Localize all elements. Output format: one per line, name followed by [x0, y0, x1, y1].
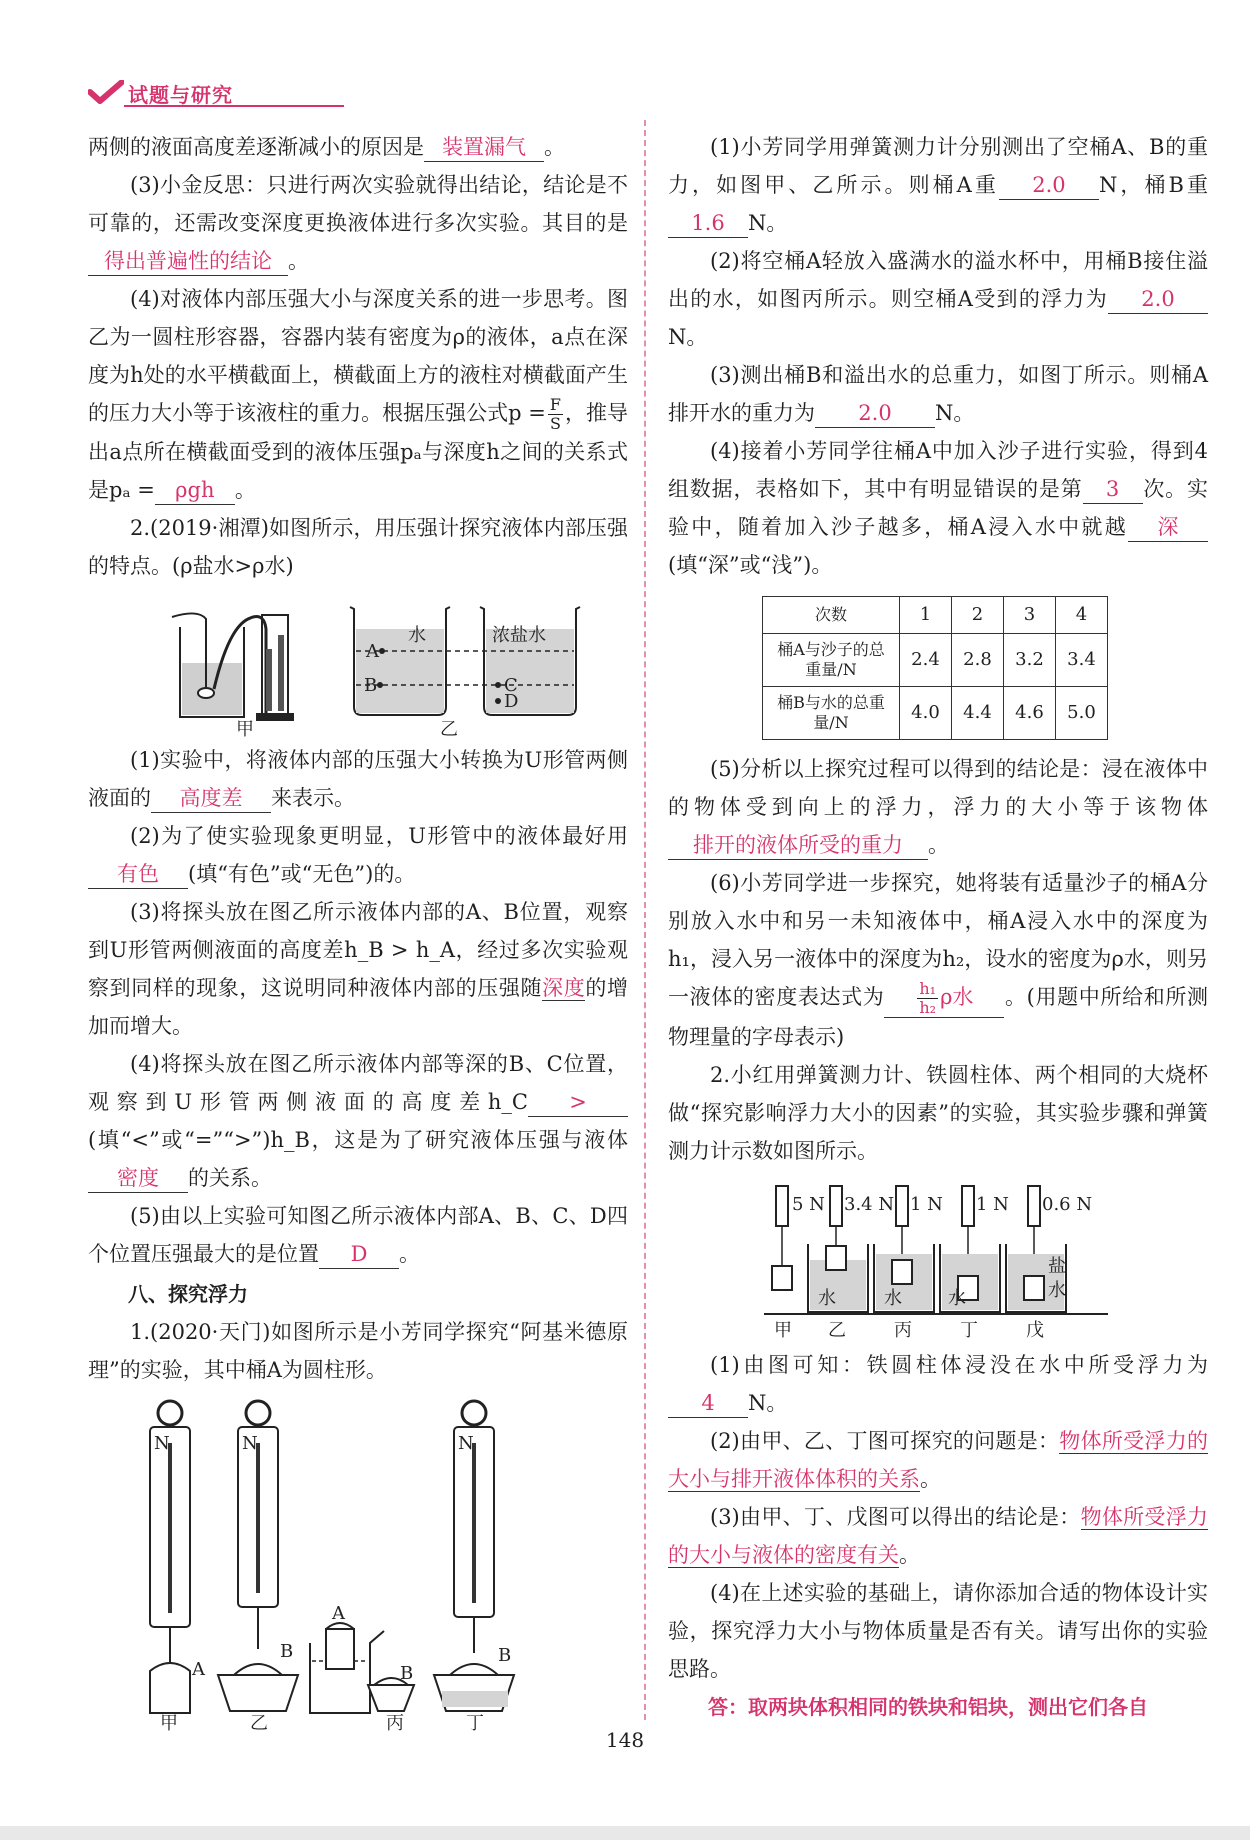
- r-question-1: (1)小芳同学用弹簧测力计分别测出了空桶A、B的重力，如图甲、乙所示。则桶A重 2.0 N，桶B重1.6 N。: [668, 128, 1208, 242]
- label-D: D: [504, 691, 519, 712]
- table-header-cell: 1: [900, 597, 952, 634]
- answer-blank: 2.0: [1108, 285, 1208, 314]
- caption-bing: 丙: [894, 1320, 912, 1341]
- answer-blank: 得出普遍性的结论: [88, 247, 288, 276]
- reading-ding: 1 N: [976, 1194, 1009, 1215]
- label-B: B: [364, 675, 378, 696]
- unit-N-ding: N: [458, 1433, 474, 1454]
- unit-N-yi: N: [242, 1433, 258, 1454]
- answer-blank: 1.6: [668, 209, 748, 238]
- r-problem-2-intro: 2.小红用弹簧测力计、铁圆柱体、两个相同的大烧杯做“探究影响浮力大小的因素”的实验，其实验步骤和弹簧测力计示数如图所示。: [668, 1063, 1208, 1163]
- table-header-cell: 2: [952, 597, 1004, 634]
- answer-blank: 有色: [88, 860, 188, 889]
- reading-bing: 1 N: [910, 1194, 943, 1215]
- table-cell: 2.8: [952, 634, 1004, 687]
- checkmark-icon: [88, 80, 124, 104]
- answer-blank: 3: [1083, 475, 1143, 504]
- r-question-4: (4)接着小芳同学往桶A中加入沙子进行实验，得到4组数据，表格如下，其中有明显错误的是第 3 次。实验中，随着加入沙子越多，桶A浸入水中就越 深(填“深”或“浅”)。: [668, 439, 1209, 577]
- reading-yi: 3.4 N: [844, 1194, 895, 1215]
- label-bucket-B-weigh: B: [498, 1645, 512, 1666]
- label-water: 水: [884, 1288, 902, 1309]
- answer-blank: 2.0: [999, 171, 1099, 200]
- label-bucket-A-float: A: [332, 1603, 345, 1624]
- scale-yi: [218, 1401, 298, 1711]
- answer-fraction: $\frac{\text{h₁}}{\text{h₂}}$: [919, 979, 937, 1017]
- answer-blank: 物体所受浮力的大小与液体的密度有关: [668, 1505, 1208, 1567]
- table-cell: 4.0: [900, 687, 952, 740]
- r-p2-question-1: (1)由图可知：铁圆柱体浸没在水中所受浮力为4 N。: [668, 1346, 1208, 1422]
- figure-buoyancy-steps: [668, 1174, 1208, 1342]
- label-water: 水: [948, 1288, 966, 1309]
- caption-jia: 甲: [160, 1713, 178, 1731]
- right-column: [668, 128, 1208, 1726]
- table-header-cell: 4: [1056, 597, 1108, 634]
- r-question-3: (3)测出桶B和溢出水的总重力，如图丁所示。则桶A排开水的重力为 2.0 N。: [668, 356, 1208, 432]
- footer-band: [0, 1826, 1250, 1840]
- label-water: 水: [818, 1288, 836, 1309]
- table-cell: 4.4: [952, 687, 1004, 740]
- reading-wu: 0.6 N: [1042, 1194, 1093, 1215]
- answer-blank: $\frac{\text{h₁}}{\text{h₂}}$ ρ水: [884, 980, 1004, 1018]
- header-title: 试题与研究: [128, 83, 233, 107]
- p2-question-1: (1)实验中，将液体内部的压强大小转换为U形管两侧液面的 高度差 来表示。: [88, 741, 628, 817]
- answer-blank: 物体所受浮力的大小与排开液体体积的关系: [668, 1429, 1209, 1491]
- page-number: 148: [605, 1728, 645, 1752]
- unit-N-jia: N: [154, 1433, 170, 1454]
- caption-ding: 丁: [960, 1320, 978, 1341]
- table-cell: 4.6: [1004, 687, 1056, 740]
- answer-blank: 4: [668, 1389, 748, 1418]
- table-cell: 2.4: [900, 634, 952, 687]
- label-bucket-B-catch: B: [400, 1663, 414, 1684]
- paragraph-leak: 两侧的液面高度差逐渐减小的原因是 装置漏气 。: [88, 128, 628, 166]
- answer-blank: 装置漏气: [424, 133, 544, 162]
- table-row: [763, 634, 1108, 687]
- figure-spring-scales: [88, 1393, 628, 1731]
- table-row: [763, 687, 1108, 740]
- overflow-cup-bing: [310, 1623, 414, 1713]
- answer-blank: ρgh: [155, 476, 235, 505]
- r-p2-question-3: (3)由甲、丁、戊图可以得出的结论是：物体所受浮力的大小与液体的密度有关。: [668, 1505, 1208, 1567]
- question-4: (4)对液体内部压强大小与深度关系的进一步思考。图乙为一圆柱形容器，容器内装有密度为ρ的液体，a点在深度为h处的水平横截面上，横截面上方的液柱对横截面产生的压力大小等于该液柱的重力。根据压强公式p = $\frac{F}{S}$ ，推导出a点所在横截面受到的液体压强pₐ与深度h之间的关系式是pₐ = ρgh 。: [88, 280, 628, 509]
- r-question-5: (5)分析以上探究过程可以得到的结论是：浸在液体中的物体受到向上的浮力，浮力的大小等于该物体排开的液体所受的重力 。: [668, 750, 1208, 864]
- left-column: [88, 128, 628, 1735]
- answer-blank: 排开的液体所受的重力: [668, 831, 928, 860]
- table-row: [763, 597, 1108, 634]
- table-cell: 5.0: [1056, 687, 1108, 740]
- formula-fraction: $\frac{F}{S}$: [549, 395, 561, 433]
- problem-2-intro: 2.(2019·湘潭)如图所示，用压强计探究液体内部压强的特点。(ρ盐水>ρ水): [88, 516, 628, 578]
- p2-question-4: (4)将探头放在图乙所示液体内部等深的B、C位置，观察到U形管两侧液面的高度差h_C >(填“<”或“=”“>”)h_B，这是为了研究液体压强与液体密度 的关系。: [88, 1045, 628, 1197]
- r-p2-answer: 答：取两块体积相同的铁块和铝块，测出它们各自: [708, 1695, 1148, 1719]
- caption-jia: 甲: [774, 1320, 792, 1341]
- r-question-2: (2)将空桶A轻放入盛满水的溢水杯中，用桶B接住溢出的水，如图丙所示。则空桶A受到的浮力为 2.0N。: [668, 249, 1208, 349]
- answer-blank: D: [319, 1240, 399, 1269]
- table-cell: 3.4: [1056, 634, 1108, 687]
- section-heading: 八、探究浮力: [128, 1282, 248, 1306]
- r-p2-question-4: (4)在上述实验的基础上，请你添加合适的物体设计实验，探究浮力大小与物体质量是否有关。请写出你的实验思路。: [668, 1581, 1208, 1681]
- caption-ding: 丁: [466, 1713, 484, 1731]
- question-3: (3)小金反思：只进行两次实验就得出结论，结论是不可靠的，还需改变深度更换液体进行多次实验。其目的是得出普遍性的结论 。: [88, 166, 628, 280]
- caption-yi: 乙: [250, 1713, 268, 1731]
- table-header-cell: 3: [1004, 597, 1056, 634]
- label-brine: 浓盐水: [492, 625, 546, 646]
- table-row-label: 桶A与沙子的总重量/N: [763, 634, 900, 687]
- r-p2-question-2: (2)由甲、乙、丁图可探究的问题是：物体所受浮力的大小与排开液体体积的关系。: [668, 1429, 1209, 1491]
- label-bucket-B: B: [280, 1641, 294, 1662]
- table-cell: 3.2: [1004, 634, 1056, 687]
- answer-blank: 高度差: [151, 784, 271, 813]
- page-header: [88, 76, 258, 110]
- answer-blank: 深度: [542, 976, 586, 1000]
- caption-yi: 乙: [440, 719, 458, 737]
- label-C: C: [504, 675, 518, 696]
- table-header-cell: 次数: [763, 597, 900, 634]
- answer-blank: 密度: [88, 1164, 188, 1193]
- caption-wu: 戊: [1026, 1320, 1044, 1341]
- column-divider: [644, 120, 646, 1720]
- p2-question-3: (3)将探头放在图乙所示液体内部的A、B位置，观察到U形管两侧液面的高度差h_B > h_A，经过多次实验观察到同样的现象，这说明同种液体内部的压强随深度的增加而增大。: [88, 900, 628, 1038]
- p2-question-2: (2)为了使实验现象更明显，U形管中的液体最好用有色 (填“有色”或“无色”)的。: [88, 817, 628, 893]
- buoyancy-problem-1-intro: 1.(2020·天门)如图所示是小芳同学探究“阿基米德原理”的实验，其中桶A为圆柱形。: [88, 1320, 628, 1382]
- r-question-6: (6)小芳同学进一步探究，她将装有适量沙子的桶A分别放入水中和另一未知液体中，桶A浸入水中的深度为h₁，浸入另一液体中的深度为h₂，设水的密度为ρ水，则另一液体的密度表达式为 $\frac{\text{h₁}}{\text{h₂}}$ ρ水 。(用题中所给和所测物理量的字母表示): [668, 871, 1208, 1049]
- answer-blank: >: [528, 1088, 628, 1117]
- label-brine: 盐: [1048, 1256, 1066, 1277]
- answer-blank: 深: [1128, 513, 1208, 542]
- label-brine: 水: [1048, 1280, 1066, 1301]
- table-row-label: 桶B与水的总重量/N: [763, 687, 900, 740]
- header-rule: [124, 105, 344, 107]
- reading-jia: 5 N: [792, 1194, 825, 1215]
- label-water: 水: [408, 625, 426, 646]
- caption-jia: 甲: [236, 719, 254, 737]
- label-bucket-A: A: [192, 1659, 205, 1680]
- answer-blank: 2.0: [815, 399, 935, 428]
- caption-yi: 乙: [828, 1320, 846, 1341]
- figure-pressure-gauge: [88, 589, 628, 737]
- label-A: A: [366, 641, 379, 662]
- caption-bing: 丙: [386, 1713, 404, 1731]
- p2-question-5: (5)由以上实验可知图乙所示液体内部A、B、C、D四个位置压强最大的是位置 D 。: [88, 1197, 628, 1273]
- data-table: [762, 596, 1108, 740]
